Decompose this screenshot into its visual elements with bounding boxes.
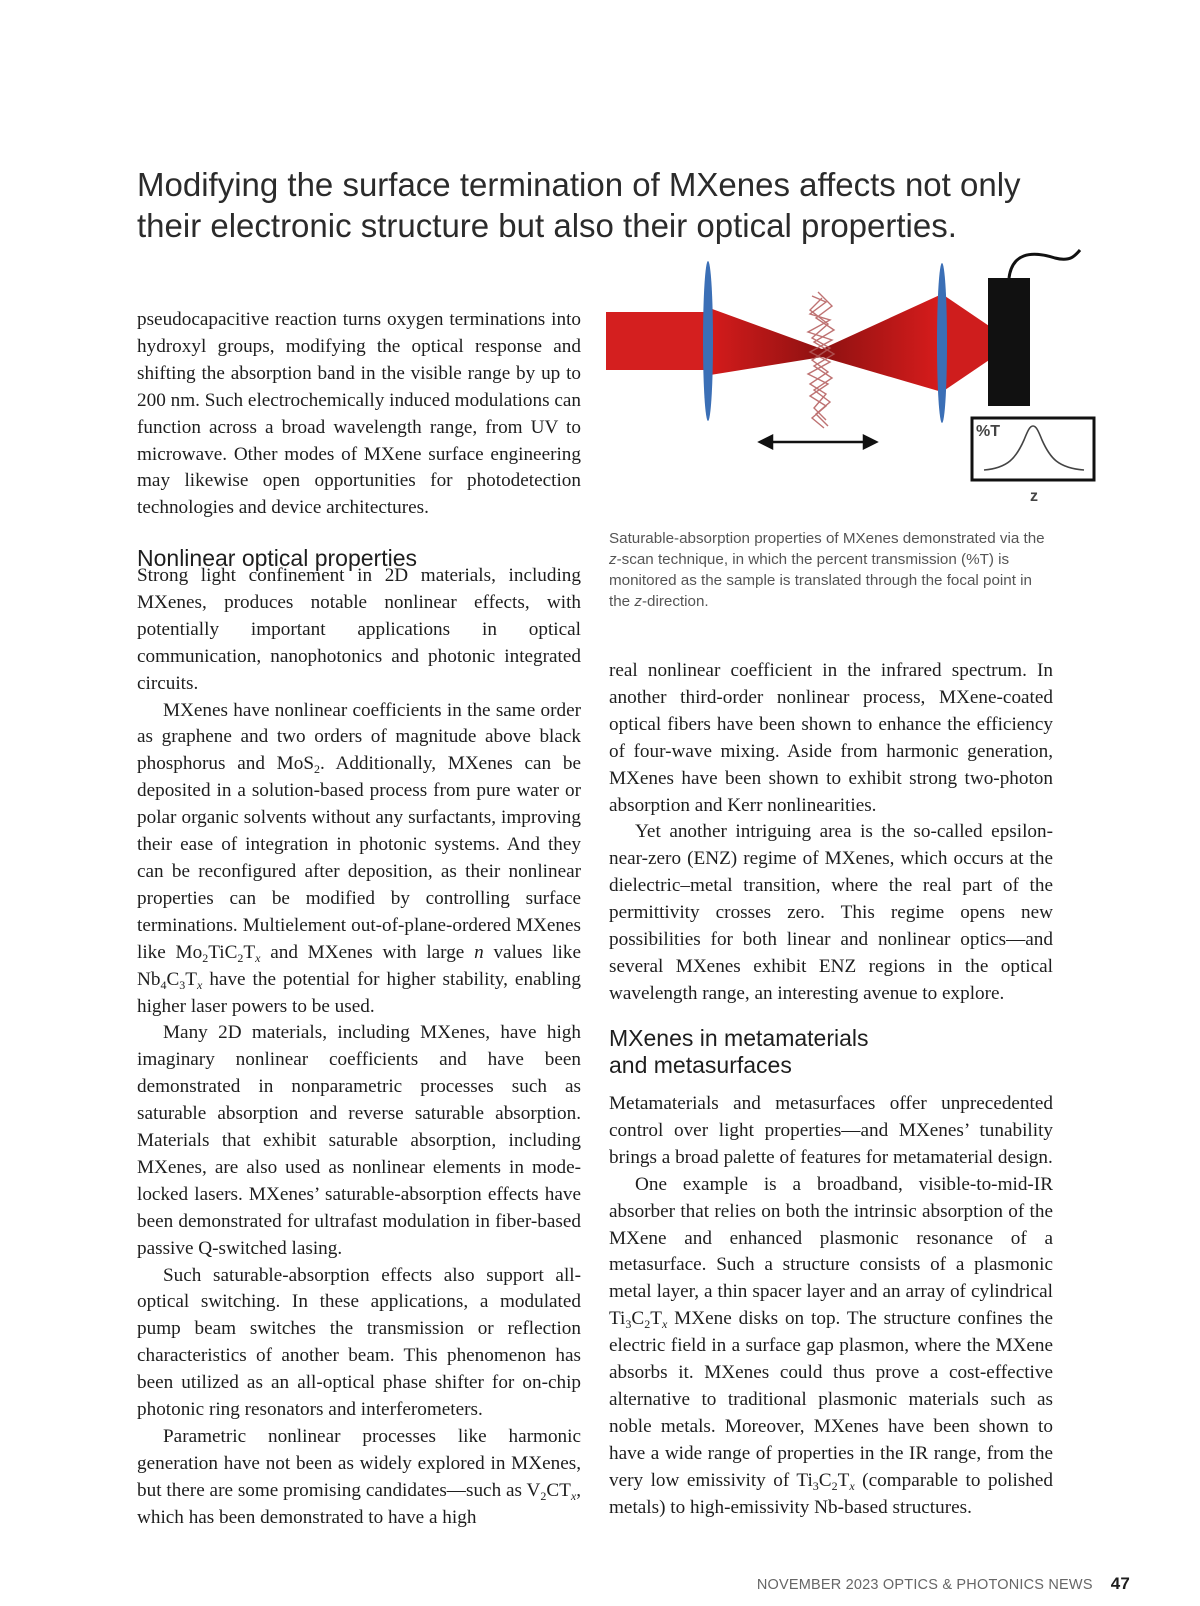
issue-label: NOVEMBER 2023 OPTICS & PHOTONICS NEWS — [756, 1577, 1093, 1593]
z-axis-label: z — [1030, 488, 1038, 505]
right-column-top — [609, 658, 1053, 1008]
section-heading-nonlinear: Nonlinear optical properties — [137, 545, 417, 571]
paragraph: Strong light confinement in 2D materials, including MXenes, produces notable nonlinear effects, with potentially important applications in optical communication, nanophotonics and photonic integrated circuits. — [137, 565, 581, 694]
paragraph: Metamaterials and metasurfaces offer unprecedented control over light properties—and MXenes’ tunability brings a broad palette of features for metamaterial design. — [609, 1093, 1053, 1168]
page-number: 47 — [1110, 1574, 1130, 1593]
section-heading-metamaterials: MXenes in metamaterials and metasurfaces — [609, 1025, 869, 1078]
lens-right — [937, 263, 947, 423]
page-footer — [757, 1574, 1130, 1594]
detector-cable — [1009, 250, 1080, 278]
translation-arrow — [760, 436, 876, 448]
paragraph: MXenes have nonlinear coefficients in the same order as graphene and two orders of magnitude above black phosphorus and MoS$_2$. Additionally, MXenes can be deposited in a solution-based process from pure water or polar organic solvents without any surfactants, improving their ease of integration in photonic systems. And they can be reconfigured after deposition, as their nonlinear properties can be modified by controlling surface terminations. Multielement out-of-plane-ordered MXenes like $Mo_2TiC_2T_x$ and MXenes with large n values like $Nb_4C_3T_x$ have the potential for higher stability, enabling higher laser powers to be used. — [137, 699, 582, 1017]
input-beam — [606, 312, 710, 370]
z-scan-figure — [600, 244, 1130, 524]
paragraph: One example is a broadband, visible-to-mid-IR absorber that relies on both the intrinsic absorption of the MXene and enhanced plasmonic resonance of a metasurface. Such a structure consists of a plasmonic metal layer, a thin spacer layer and an array of cylindrical $Ti_3C_2T_x$ MXene disks on top. The structure confines the electric field in a surface gap plasmon, where the MXene absorbs it. MXenes could thus prove a cost-effective alternative to traditional plasmonic materials such as noble metals. Moreover, MXenes have been shown to have a wide range of properties in the IR range, from the very low emissivity of $Ti_3C_2T_x$ (comparable to polished metals) to high-emissivity Nb-based structures. — [609, 1173, 1054, 1518]
diverging-beam — [822, 294, 942, 392]
detector — [988, 278, 1030, 406]
lens-left — [703, 261, 713, 421]
right-column-bottom — [609, 1091, 1053, 1522]
paragraph: Such saturable-absorption effects also support all-optical switching. In these applications, a modulated pump beam switches the transmission or reflection characteristics of another beam. This phenomenon has been utilized as an all-optical phase shifter for on-chip photonic ring resonators and interferometers. — [137, 1264, 581, 1421]
left-column — [137, 307, 581, 522]
figure-caption: Saturable-absorption properties of MXenes demonstrated via the z-scan technique, in which the percent transmission (%T) is monitored as the sample is translated through the focal point in the z-direction. — [609, 530, 1045, 610]
left-column-body — [137, 563, 581, 1532]
mxene-sample — [808, 292, 834, 428]
paragraph: Many 2D materials, including MXenes, have high imaginary nonlinear coefficients and have been demonstrated in nonparametric processes such as saturable absorption and reverse saturable absorption. Materials that exhibit saturable absorption, including MXenes, are also used as nonlinear elements in mode-locked lasers. MXenes’ saturable-absorption effects have been demonstrated for ultrafast modulation in fiber-based passive Q-switched lasing. — [137, 1022, 581, 1259]
pull-quote: Modifying the surface termination of MXenes affects not only their electronic structure but also their optical properties. — [137, 166, 1021, 244]
transmission-label: %T — [976, 423, 1000, 440]
paragraph: real nonlinear coefficient in the infrared spectrum. In another third-order nonlinear process, MXene-coated optical fibers have been shown to enhance the efficiency of four-wave mixing. Aside from harmonic generation, MXenes have been shown to exhibit strong two-photon absorption and Kerr nonlinearities. — [609, 660, 1053, 816]
paragraph: Yet another intriguing area is the so-called epsilon-near-zero (ENZ) regime of MXenes, which occurs at the dielectric–metal transition, where the real part of the permittivity crosses zero. This regime opens new possibilities for both linear and nonlinear optics—and several MXenes exhibit ENZ regions in the optical wavelength range, an interesting avenue to explore. — [609, 821, 1053, 1004]
paragraph: Parametric nonlinear processes like harmonic generation have not been as widely explored in MXenes, but there are some promising candidates—such as $V_2CT_x$, which has been demonstrated to have a high — [137, 1426, 581, 1528]
converging-beam — [704, 306, 822, 376]
intro-paragraph: pseudocapacitive reaction turns oxygen terminations into hydroxyl groups, modifying the optical response and shifting the absorption band in the visible range by up to 200 nm. Such electrochemically induced modulations can function across a broad wavelength range, from UV to microwave. Other modes of MXene surface engineering may likewise open opportunities for photodetection technologies and device architectures. — [137, 309, 581, 519]
